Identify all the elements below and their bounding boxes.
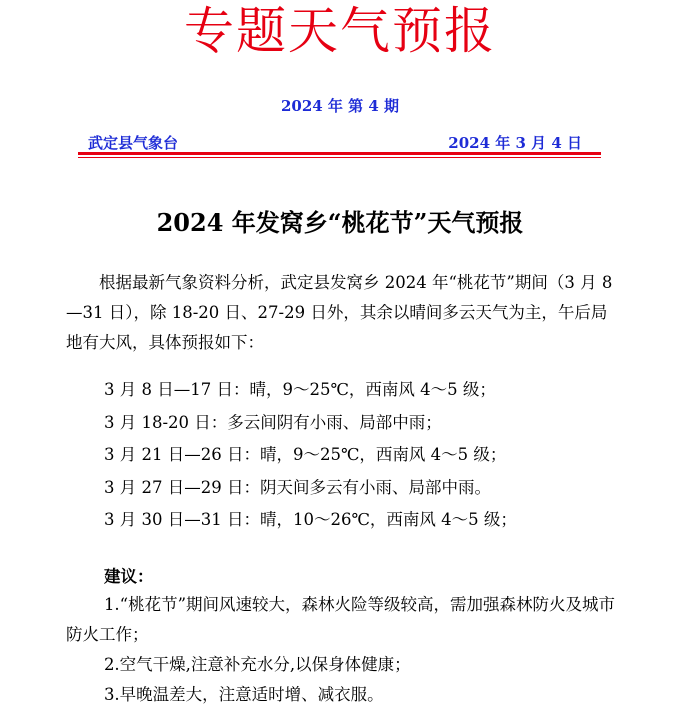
forecast-item: 3 月 21 日—26 日：晴，9～25℃，西南风 4～5 级；	[104, 445, 507, 464]
intro-paragraph: 根据最新气象资料分析，武定县发窝乡 2024 年“桃花节”期间（3 月 8—31 日），除 18-20 日、27-29 日外，其余以晴间多云天气为主，午后局地有大风，具体预报如下：	[66, 273, 613, 352]
advice-item: 1.“桃花节”期间风速较大，森林火险等级较高，需加强森林防火及城市防火工作；	[66, 595, 616, 644]
advice-heading: 建议：	[104, 567, 154, 586]
forecast-list	[104, 374, 517, 537]
forecast-item: 3 月 30 日—31 日：晴，10～26℃，西南风 4～5 级；	[104, 510, 517, 529]
document-headline: 2024 年发窝乡“桃花节”天气预报	[156, 208, 524, 237]
masthead-title: 专题天气预报	[184, 2, 496, 60]
issuing-department: 武定县气象台	[88, 134, 179, 152]
advice-item: 3.早晚温差大，注意适时增、减衣服。	[103, 685, 384, 704]
header-divider-thick	[78, 152, 601, 155]
forecast-item: 3 月 27 日—29 日：阴天间多云有小雨、局部中雨。	[104, 477, 491, 497]
issue-number: 2024 年 第 4 期	[280, 97, 400, 115]
advice-item: 2.空气干燥,注意补充水分,以保身体健康；	[103, 655, 411, 674]
header-divider-thin	[78, 157, 601, 158]
forecast-item: 3 月 18-20 日：多云间阴有小雨、局部中雨；	[104, 412, 442, 432]
forecast-item: 3 月 8 日—17 日：晴，9～25℃，西南风 4～5 级；	[104, 380, 496, 399]
issue-date: 2024 年 3 月 4 日	[448, 134, 582, 152]
advice-list	[66, 590, 616, 710]
